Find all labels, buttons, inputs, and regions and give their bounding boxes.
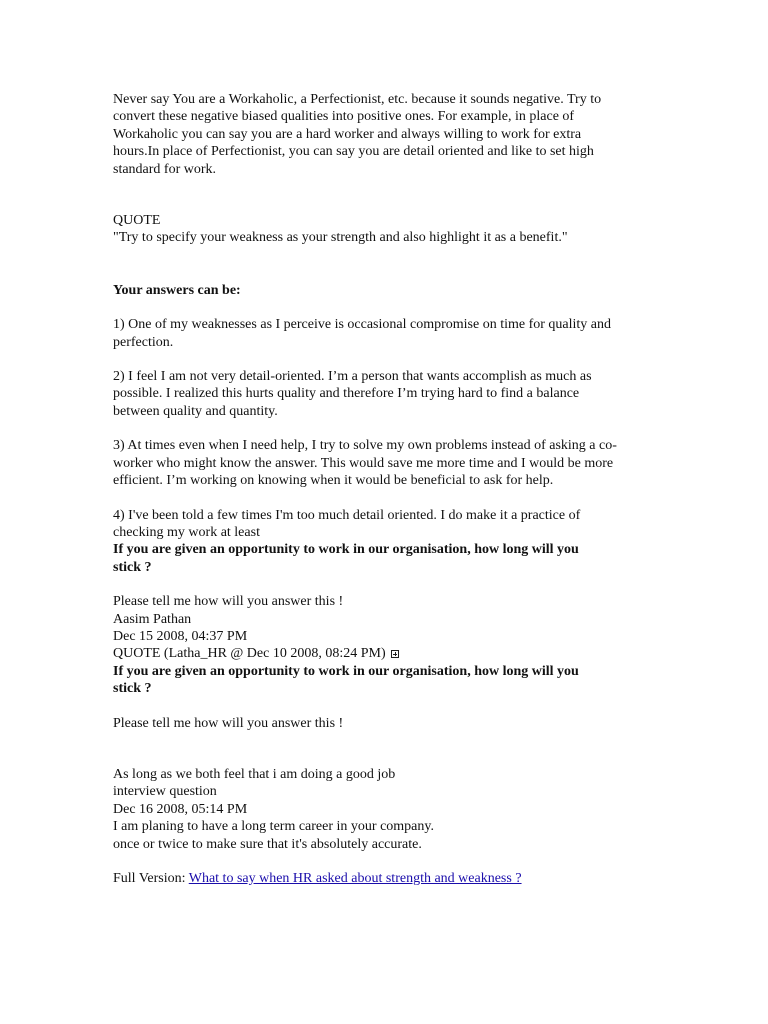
full-version-link[interactable]: What to say when HR asked about strength and weakness ? (188, 871, 522, 886)
answer-2: 2) I feel I am not very detail-oriented. I’m a person that wants accomplish as much as possible. I realized this hurts quality and therefore I’m trying hard to find a balance between quality and quantity. (113, 369, 592, 419)
answer-4: 4) I've been told a few times I'm too much detail oriented. I do make it a practice of checking my work at least (113, 507, 581, 540)
reply-answer: As long as we both feel that i am doing a good job (113, 766, 396, 782)
trailing-text: once or twice to make sure that it's absolutely accurate. (113, 836, 422, 852)
post-date-2: Dec 16 2008, 05:14 PM (113, 801, 248, 817)
quoted-question: If you are given an opportunity to work in our organisation, how long will you stick ? (113, 663, 579, 697)
quote-text: "Try to specify your weakness as your strength and also highlight it as a benefit." (113, 230, 568, 246)
full-version-label: Full Version: (113, 871, 186, 886)
document-body (113, 91, 661, 887)
reply-text: I am planing to have a long term career in your company. (113, 819, 434, 835)
full-version (113, 870, 661, 887)
post-date: Dec 15 2008, 04:37 PM (113, 628, 248, 644)
quote-label: QUOTE (113, 213, 161, 229)
quote-block (113, 212, 661, 247)
intro-paragraph: Never say You are a Workaholic, a Perfectionist, etc. because it sounds negative. Try to convert these negative biased qualities into positive ones. For example, in place of Workaholic you can say you are a hard worker and always willing to work for extra hours.In place of Perfectionist, you can say you are detail oriented and like to set high standard for work. (113, 92, 602, 177)
quote-reference: QUOTE (Latha_HR @ Dec 10 2008, 08:24 PM) (113, 645, 661, 662)
expand-plus-icon[interactable] (391, 650, 399, 658)
author-name: Aasim Pathan (113, 611, 192, 627)
answer-1: 1) One of my weaknesses as I perceive is occasional compromise on time for quality and perfection. (113, 317, 612, 350)
answers-heading: Your answers can be: (113, 282, 241, 298)
please-tell: Please tell me how will you answer this ! (113, 594, 344, 610)
author-name-2: interview question (113, 784, 217, 800)
answer-3: 3) At times even when I need help, I try to solve my own problems instead of asking a co- worker who might know the answer. This would save me more time and I would be more efficient. I’m working on knowing when it would be beneficial to ask for help. (113, 438, 617, 489)
interview-question: If you are given an opportunity to work in our organisation, how long will you stick ? (113, 542, 579, 575)
please-tell-quoted: Please tell me how will you answer this ! (113, 715, 344, 731)
